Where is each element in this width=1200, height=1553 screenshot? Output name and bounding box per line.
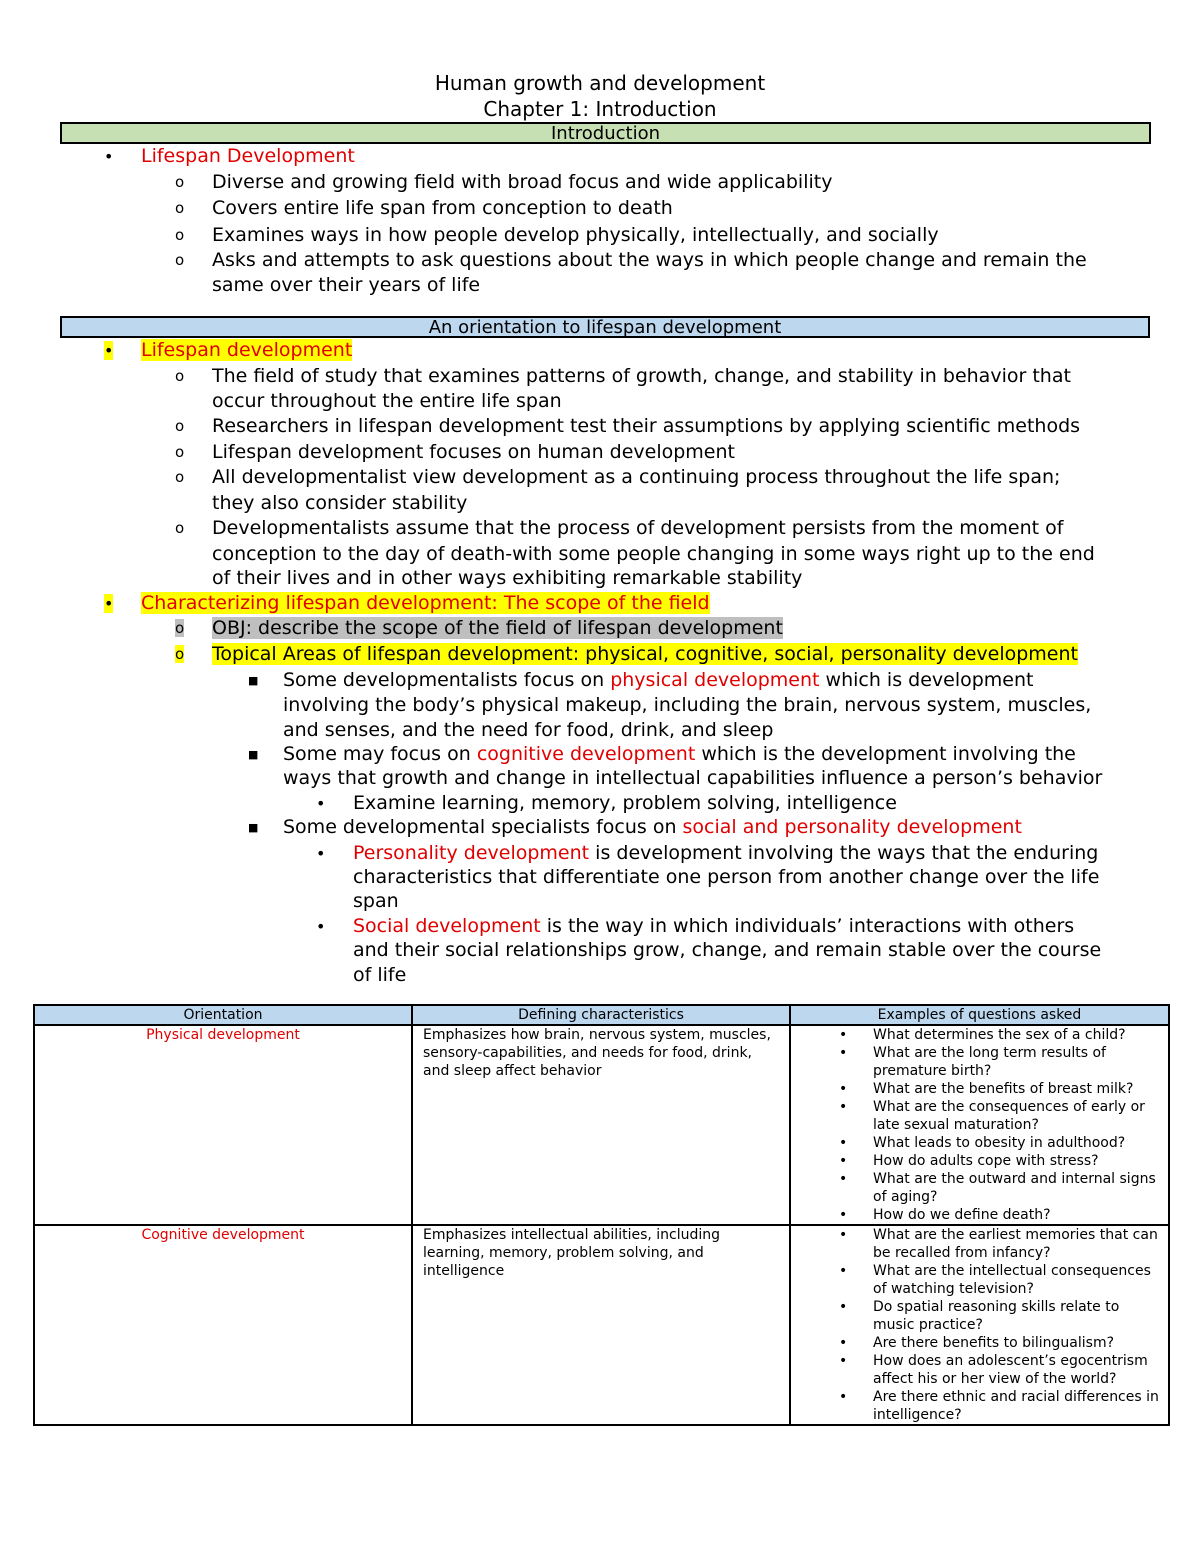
defining-cell: Emphasizes intellectual abilities, including learning, memory, problem solving, and intelligence <box>412 1225 790 1425</box>
question-item: • What are the consequences of early or late sexual maturation? <box>791 1098 1168 1134</box>
list-item: The field of study that examines patterns of growth, change, and stability in behavior that <box>212 365 1071 387</box>
topical-areas-line: Topical Areas of lifespan development: physical, cognitive, social, personality development <box>212 643 1078 665</box>
list-item-continuation: and their social relationships grow, change, and remain stable over the course <box>353 939 1102 961</box>
list-item-continuation: ways that growth and change in intellectual capabilities influence a person’s behavior <box>283 767 1103 789</box>
list-item-continuation: characteristics that differentiate one person from another change over the life <box>353 866 1100 888</box>
list-item-continuation: of life <box>353 964 407 986</box>
question-item: • How do adults cope with stress? <box>791 1152 1168 1170</box>
question-item: • What determines the sex of a child? <box>791 1026 1168 1044</box>
bullet-icon: • <box>316 794 326 813</box>
list-item-continuation: occur throughout the entire life span <box>212 390 562 412</box>
question-item: • What are the earliest memories that can be recalled from infancy? <box>791 1226 1168 1262</box>
topic-lifespan-development-highlighted: Lifespan development <box>141 339 353 361</box>
list-item-continuation: conception to the day of death-with some people changing in some ways right up to the end <box>212 543 1095 565</box>
bullet-icon: • <box>104 341 114 360</box>
column-header-questions: Examples of questions asked <box>790 1005 1169 1025</box>
list-item: Diverse and growing field with broad focus and wide applicability <box>212 171 833 193</box>
question-item: • Are there benefits to bilingualism? <box>791 1334 1168 1352</box>
question-item: • What are the long term results of premature birth? <box>791 1044 1168 1080</box>
objective-line: OBJ: describe the scope of the field of lifespan development <box>212 617 783 639</box>
question-item: • Do spatial reasoning skills relate to music practice? <box>791 1298 1168 1334</box>
topic-characterizing-scope: Characterizing lifespan development: The scope of the field <box>141 592 710 614</box>
list-item: Developmentalists assume that the process of development persists from the moment of <box>212 517 1064 539</box>
questions-list <box>791 1026 1168 1224</box>
topic-lifespan-development: Lifespan Development <box>141 145 355 167</box>
orientation-table <box>33 1004 1170 1426</box>
question-item: • How do we define death? <box>791 1206 1168 1224</box>
list-item: Examine learning, memory, problem solving, intelligence <box>353 792 897 814</box>
document-title: Human growth and development <box>434 71 766 95</box>
circle-bullet-icon: o <box>175 367 185 385</box>
list-item-continuation: involving the body’s physical makeup, including the brain, nervous system, muscles, <box>283 694 1092 716</box>
question-item: • How does an adolescent’s egocentrism affect his or her view of the world? <box>791 1352 1168 1388</box>
section-heading-introduction: Introduction <box>60 122 1151 144</box>
list-item: Researchers in lifespan development test their assumptions by applying scientific methods <box>212 415 1081 437</box>
list-item-continuation: they also consider stability <box>212 492 468 514</box>
question-item: • What are the benefits of breast milk? <box>791 1080 1168 1098</box>
list-item: All developmentalist view development as a continuing process throughout the life span; <box>212 466 1061 488</box>
circle-bullet-icon: o <box>175 468 185 486</box>
table-header-row <box>34 1005 1169 1025</box>
list-item-continuation: and senses, and the need for food, drink, and sleep <box>283 719 774 741</box>
square-bullet-icon: ■ <box>248 674 259 687</box>
circle-bullet-icon: o <box>175 443 185 461</box>
circle-bullet-icon: o <box>175 519 185 537</box>
bullet-icon: • <box>104 147 114 166</box>
social-development-line: Some developmental specialists focus on social and personality development <box>283 816 1022 838</box>
orientation-cell: Physical development <box>34 1025 412 1225</box>
list-item: Lifespan development focuses on human development <box>212 441 735 463</box>
questions-cell <box>790 1025 1169 1225</box>
personality-development-line: Personality development is development involving the ways that the enduring <box>353 842 1099 864</box>
column-header-defining: Defining characteristics <box>412 1005 790 1025</box>
column-header-orientation: Orientation <box>34 1005 412 1025</box>
cognitive-development-line: Some may focus on cognitive development which is the development involving the <box>283 743 1076 765</box>
square-bullet-icon: ■ <box>248 821 259 834</box>
circle-bullet-icon: o <box>175 417 185 435</box>
bullet-icon: • <box>316 844 326 863</box>
square-bullet-icon: ■ <box>248 748 259 761</box>
table-row <box>34 1225 1169 1425</box>
list-item-continuation: same over their years of life <box>212 274 481 296</box>
list-item: Covers entire life span from conception to death <box>212 197 673 219</box>
question-item: • What are the intellectual consequences of watching television? <box>791 1262 1168 1298</box>
list-item: Examines ways in how people develop physically, intellectually, and socially <box>212 224 939 246</box>
list-item-continuation: of their lives and in other ways exhibiting remarkable stability <box>212 567 803 589</box>
circle-bullet-icon: o <box>175 251 185 269</box>
questions-list <box>791 1226 1168 1424</box>
list-item: Asks and attempts to ask questions about the ways in which people change and remain the <box>212 249 1087 271</box>
defining-cell: Emphasizes how brain, nervous system, muscles, sensory-capabilities, and needs for food, drink, and sleep affect behavior <box>412 1025 790 1225</box>
bullet-icon: • <box>104 594 114 613</box>
question-item: • What are the outward and internal signs of aging? <box>791 1170 1168 1206</box>
list-item-continuation: span <box>353 890 399 912</box>
section-heading-orientation: An orientation to lifespan development <box>60 316 1150 338</box>
circle-bullet-icon: o <box>175 226 185 244</box>
questions-cell <box>790 1225 1169 1425</box>
question-item: • What leads to obesity in adulthood? <box>791 1134 1168 1152</box>
table-row <box>34 1025 1169 1225</box>
circle-bullet-icon: o <box>175 645 185 663</box>
circle-bullet-icon: o <box>175 619 185 637</box>
circle-bullet-icon: o <box>175 173 185 191</box>
bullet-icon: • <box>316 917 326 936</box>
question-item: • Are there ethnic and racial differences in intelligence? <box>791 1388 1168 1424</box>
document-subtitle: Chapter 1: Introduction <box>483 97 717 121</box>
circle-bullet-icon: o <box>175 199 185 217</box>
social-dev-line: Social development is the way in which individuals’ interactions with others <box>353 915 1075 937</box>
orientation-cell: Cognitive development <box>34 1225 412 1425</box>
physical-development-line: Some developmentalists focus on physical development which is development <box>283 669 1034 691</box>
